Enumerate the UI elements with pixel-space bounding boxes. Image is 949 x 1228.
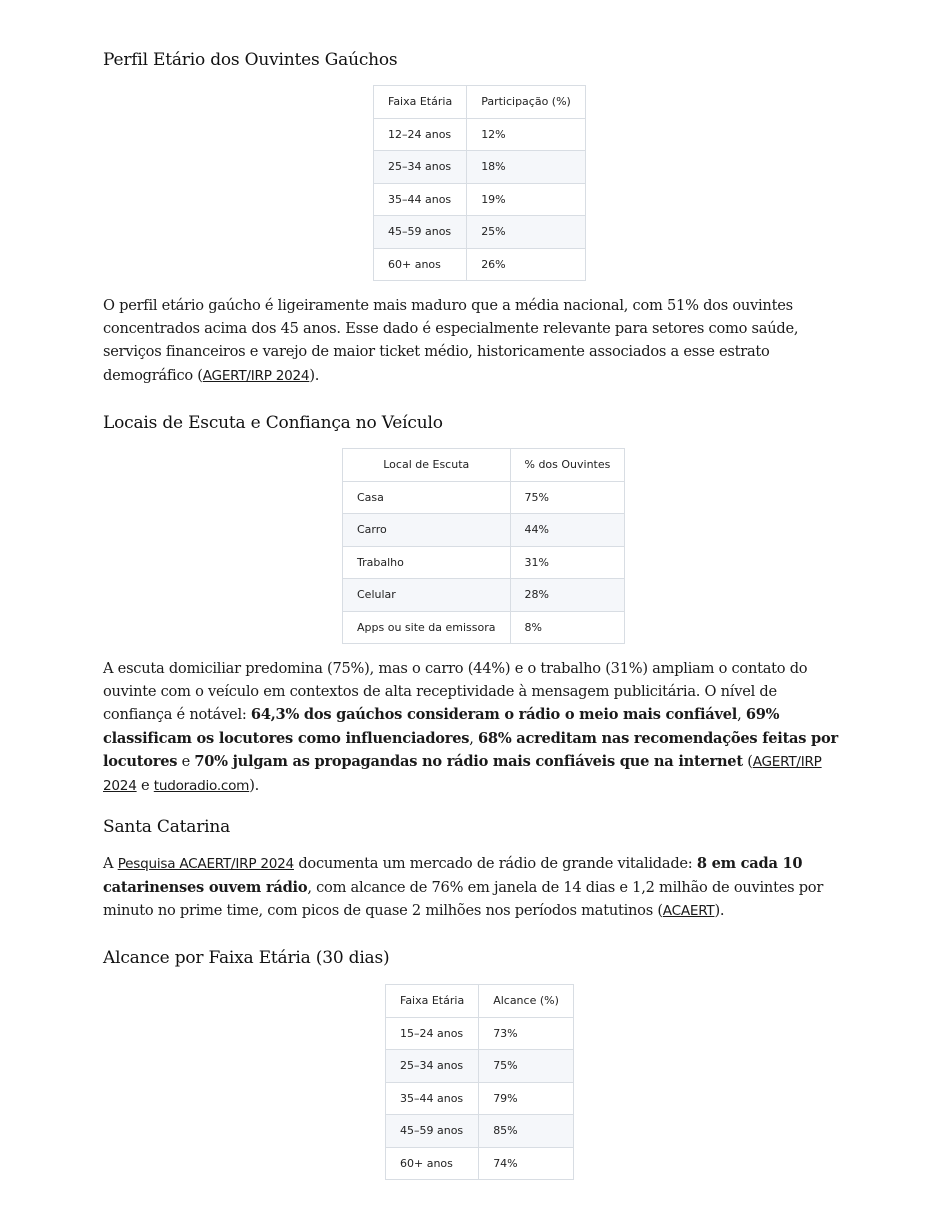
table-header-row [374,86,586,119]
table-row [343,611,625,644]
table-row [374,248,586,281]
source-link-tudoradio[interactable]: tudoradio.com [153,778,250,795]
table-cell: 60+ anos [374,248,467,281]
paragraph-text: ). [714,902,725,920]
table-cell: 8% [510,611,625,644]
paragraph-text: , com alcance de 76% em janela de 14 dias e 1,2 milhão de ouvintes por minuto no prime time, com picos de quase 2 milhões nos períodos matutinos ( [103,879,824,920]
table-cell: 26% [467,248,586,281]
paragraph-text: , [737,706,746,724]
paragraph-text: ). [309,366,320,384]
table-row [386,1017,574,1050]
highlight-text: 64,3% dos gaúchos consideram o rádio o meio mais confiável [250,706,738,724]
table-cell: 19% [467,183,586,216]
column-header: Alcance (%) [479,985,574,1018]
table-cell: 35–44 anos [386,1082,479,1115]
paragraph-text: documenta um mercado de rádio de grande vitalidade: [293,855,697,872]
column-header: Participação (%) [467,86,586,119]
section-heading-locais-escuta: Locais de Escuta e Confiança no Veículo [103,413,443,433]
table-cell: 35–44 anos [374,183,467,216]
highlight-text: 69% classificam os locutores como influenciadores [103,706,780,747]
table-cell: 75% [510,481,625,514]
column-header: % dos Ouvintes [510,449,625,482]
table-cell: 25–34 anos [374,151,467,184]
table-cell: 12% [467,118,586,151]
table-row [343,579,625,612]
table-row [343,481,625,514]
table-cell: Carro [343,514,511,547]
paragraph-santa-catarina [103,852,843,924]
table-cell: 12–24 anos [374,118,467,151]
table-cell: 25% [467,216,586,249]
table-cell: 31% [510,546,625,579]
paragraph-text: , [469,729,479,747]
paragraph-text: e [136,777,154,795]
paragraph-text: A [103,855,118,872]
table-row [386,1115,574,1148]
table-cell: 44% [510,514,625,547]
table-cell: 25–34 anos [386,1050,479,1083]
source-link-agert[interactable]: AGERT/IRP 2024 [103,753,822,795]
table-cell: 75% [479,1050,574,1083]
table-cell: Celular [343,579,511,612]
reach-by-age-table [385,984,574,1180]
column-header: Faixa Etária [386,985,479,1018]
table-row [374,216,586,249]
table-cell: Apps ou site da emissora [343,611,511,644]
table-cell: Casa [343,481,511,514]
paragraph-confianca [103,657,843,798]
table-cell: 45–59 anos [374,216,467,249]
source-link-acaert[interactable]: ACAERT [662,903,715,920]
paragraph-text: ( [742,752,753,770]
column-header: Faixa Etária [374,86,467,119]
column-header: Local de Escuta [343,449,511,482]
table-row [386,1082,574,1115]
table-cell: 74% [479,1147,574,1180]
table-row [374,118,586,151]
table-row [374,183,586,216]
source-link-pesquisa-acaert[interactable]: Pesquisa ACAERT/IRP 2024 [117,856,294,872]
highlight-text: 70% julgam as propagandas no rádio mais confiáveis que na internet [194,752,743,770]
listening-locations-table [342,448,625,644]
paragraph-text: ). [249,777,260,795]
paragraph-text: A escuta domiciliar predomina (75%), mas o carro (44%) e o trabalho (31%) ampliam o contato do ouvinte com o veículo em contextos de alta receptividade à mensagem publicitária. O nível de confiança é notável: [103,660,808,724]
table-cell: 73% [479,1017,574,1050]
table-cell: 45–59 anos [386,1115,479,1148]
age-profile-table [373,85,586,281]
source-link-agert[interactable]: AGERT/IRP 2024 [202,367,310,384]
table-cell: 18% [467,151,586,184]
section-heading-alcance-faixa: Alcance por Faixa Etária (30 dias) [103,948,390,968]
highlight-text: 68% acreditam nas recomendações feitas por locutores [103,729,838,770]
table-header-row [386,985,574,1018]
highlight-text: 8 em cada 10 catarinenses ouvem rádio [103,855,803,897]
table-row [386,1050,574,1083]
paragraph-perfil-etario [103,294,843,388]
section-heading-santa-catarina: Santa Catarina [103,817,231,837]
table-cell: 28% [510,579,625,612]
table-cell: 85% [479,1115,574,1148]
table-row [386,1147,574,1180]
paragraph-text: e [177,752,195,770]
paragraph-text: O perfil etário gaúcho é ligeiramente mais maduro que a média nacional, com 51% dos ouvintes concentrados acima dos 45 anos. Esse dado é especialmente relevante para setores como saúde, serviços financeiros e varejo de maior ticket médio, historicamente associados a esse estrato demográfico ( [103,297,799,384]
table-cell: 79% [479,1082,574,1115]
table-row [343,514,625,547]
table-row [343,546,625,579]
table-header-row [343,449,625,482]
table-cell: 60+ anos [386,1147,479,1180]
table-cell: 15–24 anos [386,1017,479,1050]
table-row [374,151,586,184]
table-cell: Trabalho [343,546,511,579]
section-heading-perfil-etario: Perfil Etário dos Ouvintes Gaúchos [103,50,398,70]
